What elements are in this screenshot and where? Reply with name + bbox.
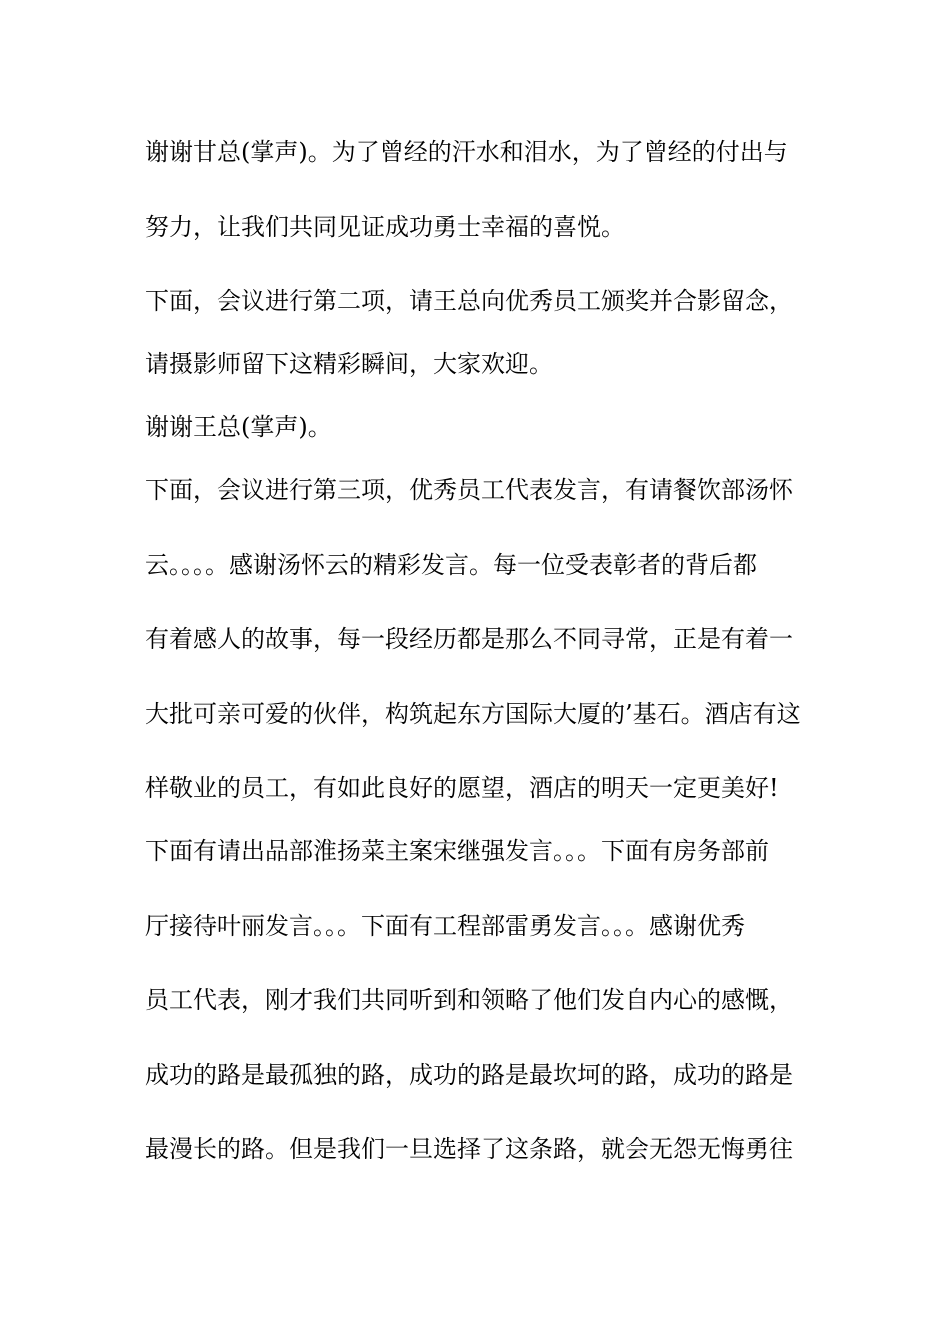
text-line: 下面，会议进行第三项，优秀员工代表发言，有请餐饮部汤怀 [145,476,793,504]
text-line: 云。。。。感谢汤怀云的精彩发言。每一位受表彰者的背后都 [145,550,757,579]
text-line: 厅接待叶丽发言。。。下面有工程部雷勇发言。。。感谢优秀 [145,911,745,940]
document-body [145,126,810,1198]
text-line: 下面有请出品部淮扬菜主案宋继强发言。。。下面有房务部前 [145,837,769,865]
text-line: 最漫长的路。但是我们一旦选择了这条路，就会无怨无悔勇往 [145,1135,793,1163]
text-line: 有着感人的故事，每一段经历都是那么不同寻常，正是有着一 [145,625,793,653]
text-line: 请摄影师留下这精彩瞬间，大家欢迎。 [145,350,553,378]
text-line: 谢谢王总(掌声)。 [145,413,332,441]
text-line: 谢谢甘总(掌声)。为了曾经的汗水和泪水，为了曾经的付出与 [145,138,788,166]
text-line: 成功的路是最孤独的路，成功的路是最坎坷的路，成功的路是 [145,1060,793,1089]
text-line: 大批可亲可爱的伙伴，构筑起东方国际大厦的’基石。酒店有这 [145,699,801,728]
text-line: 下面，会议进行第二项，请王总向优秀员工颁奖并合影留念， [145,287,793,315]
text-line: 员工代表，刚才我们共同听到和领略了他们发自内心的感慨， [145,986,793,1014]
text-line: 样敬业的员工，有如此良好的愿望，酒店的明天一定更美好! [145,774,779,802]
text-line: 努力，让我们共同见证成功勇士幸福的喜悦。 [145,212,625,241]
